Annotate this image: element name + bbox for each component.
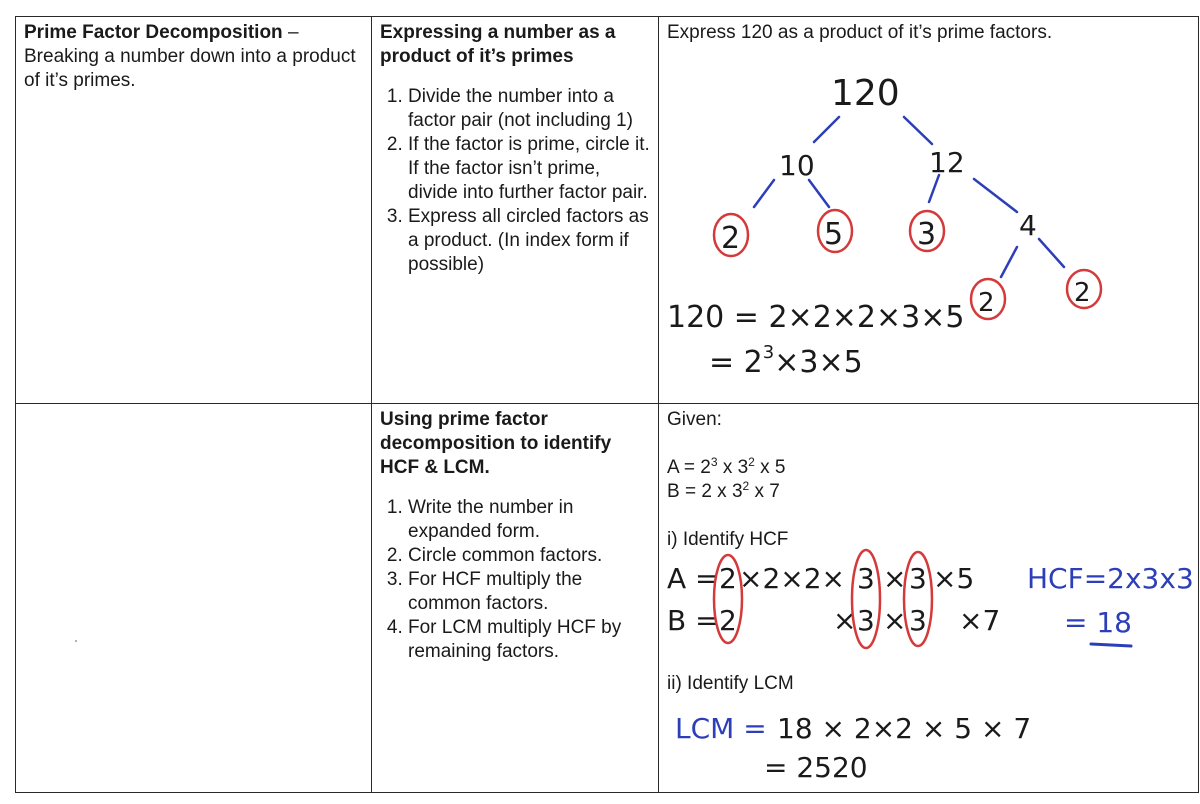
row-a-factor: ×5 [933, 562, 975, 595]
given-b: B = 2 x $3^2$ x 7 [667, 479, 780, 502]
list-item: 3. Express all circled factors as a product. (In index form if possible) [408, 205, 652, 277]
tree-node: 12 [929, 146, 965, 179]
list-item: 3. For HCF multiply the common factors. [408, 568, 652, 616]
row-b-factor: 3 [909, 604, 927, 637]
answer-line-2: = $2^3\times 3\times 5$ [709, 342, 863, 380]
scan-speck [75, 640, 77, 642]
term-dash: – [282, 22, 299, 43]
row-a-factor: 3 [857, 562, 875, 595]
row-b-factor: ×7 [959, 604, 1001, 637]
row-a-factor: 2 [719, 562, 737, 595]
part-ii-label: ii) Identify LCM [667, 673, 794, 694]
hcf-result [1027, 562, 1194, 639]
term-definition: Breaking a number down into a product of it’s primes. [24, 46, 356, 91]
method-steps [380, 85, 652, 277]
tree-node: 10 [779, 149, 815, 182]
answer-line-1: 120 = 2×2×2×3×5 [667, 300, 965, 335]
factor-tree-branches [754, 117, 1064, 277]
hcf-expression: HCF=2x3x3 [1027, 562, 1194, 595]
tree-leaf: 2 [1074, 278, 1091, 308]
list-item: 4. For LCM multiply HCF by remaining factors. [408, 616, 652, 664]
tree-root: 120 [831, 73, 900, 114]
example-prompt: Express 120 as a product of it’s prime factors. [667, 22, 1053, 43]
factor-tree-numbers [667, 73, 1091, 380]
tree-node: 4 [1019, 209, 1037, 242]
row-b-factor: × [883, 604, 907, 637]
tree-leaf: 5 [824, 217, 844, 252]
list-item: 2. If the factor is prime, circle it. If the factor isn’t prime, divide into further factor pair. [408, 133, 652, 205]
lcm-label: LCM = [675, 712, 767, 745]
method-heading: Expressing a number as a product of it’s primes [380, 22, 616, 67]
method-cell-primes [372, 17, 659, 404]
list-item: 2. Circle common factors. [408, 544, 652, 568]
hcf-value: = 18 [1064, 606, 1132, 639]
lcm-working [675, 712, 1031, 784]
list-item: 1. Divide the number into a factor pair (not including 1) [408, 85, 652, 133]
row-b-factor: 2 [719, 604, 737, 637]
tree-leaf: 3 [917, 217, 937, 252]
table-row [16, 17, 1199, 404]
method-heading: Using prime factor decomposition to identify HCF & LCM. [380, 409, 612, 478]
tree-leaf: 2 [978, 288, 995, 318]
hcf-underline [1091, 644, 1131, 646]
lcm-expression: 18 × 2×2 × 5 × 7 [777, 712, 1032, 745]
hcf-lcm-working [659, 404, 1199, 793]
term-title: Prime Factor Decomposition [24, 22, 283, 43]
definition-cell [16, 17, 372, 404]
given-label: Given: [667, 409, 722, 430]
row-a-factor: ×2×2× [739, 562, 846, 595]
row-a-factor: × [883, 562, 907, 595]
example-cell-hcf-lcm [659, 404, 1199, 793]
factor-tree-drawing [659, 17, 1199, 404]
knowledge-organiser-table [15, 16, 1199, 793]
example-cell-120 [659, 17, 1199, 404]
row-a-label: A = [667, 562, 719, 595]
row-b-label: B = [667, 604, 719, 637]
list-item: 1. Write the number in expanded form. [408, 496, 652, 544]
empty-cell [16, 404, 372, 793]
method-steps [380, 496, 652, 664]
table-row [16, 404, 1199, 793]
method-cell-hcf-lcm [372, 404, 659, 793]
tree-leaf: 2 [721, 221, 741, 256]
row-b-factor: 3 [857, 604, 875, 637]
part-i-label: i) Identify HCF [667, 529, 789, 550]
lcm-value: = 2520 [764, 751, 868, 784]
row-b-factor: × [833, 604, 857, 637]
given-a: $A = 2^3$ x $3^2$ x 5 [667, 455, 786, 478]
row-a-factor: 3 [909, 562, 927, 595]
